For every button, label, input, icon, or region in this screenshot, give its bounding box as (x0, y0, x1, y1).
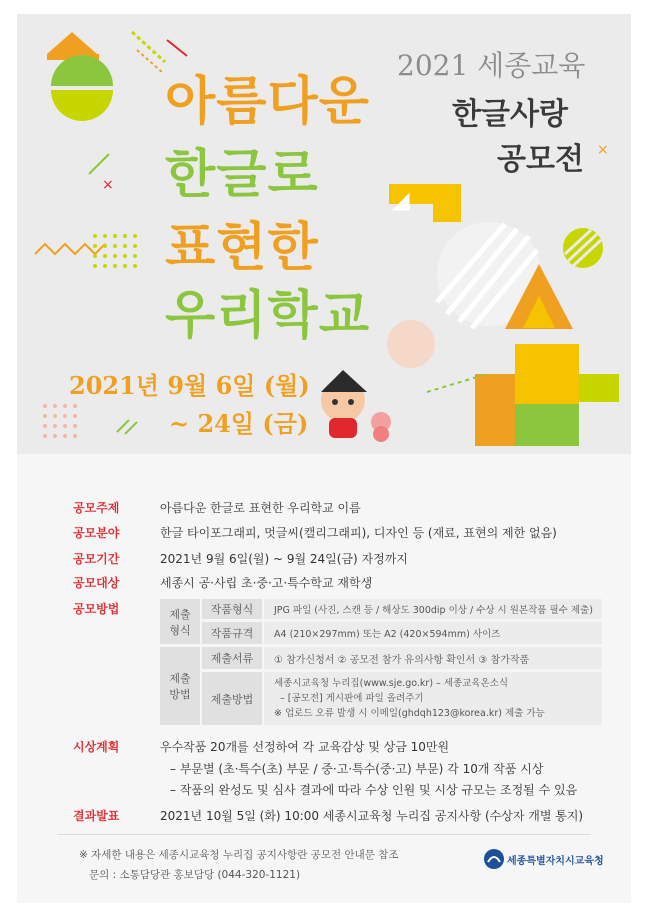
award-line3: – 작품의 완성도 및 심사 결과에 따라 수상 인원 및 시상 규모는 조정될 수 있음 (170, 783, 578, 797)
slash-shape (89, 154, 109, 174)
education-office-logo-icon (483, 848, 505, 870)
how-line2: – [공모전] 게시판에 파일 올려주기 (280, 693, 424, 704)
title-line4: 우리학교 (165, 286, 370, 346)
how-label: 제출방법 (202, 672, 262, 725)
year-label: 2021 세종교육 (397, 49, 586, 82)
period-value: 2021년 9월 6일(월) ~ 9월 24일(금) 자정까지 (160, 552, 408, 566)
award-line1: 우수작품 20개를 선정하여 각 교육감상 및 상금 10만원 (160, 740, 450, 754)
size-label: 작품규격 (202, 622, 262, 644)
target-value: 세종시 공·사립 초·중·고·특수학교 재학생 (160, 576, 373, 590)
date-line1: 2021년 9월 6일 (월) (69, 371, 310, 400)
format-label: 작품형식 (202, 599, 262, 619)
field-value: 한글 타이포그래피, 멋글씨(캘리그래피), 디자인 등 (재료, 표현의 제한 없음) (160, 526, 557, 540)
date-line2: ~ 24일 (금) (169, 409, 309, 438)
title-line2: 한글로 (165, 145, 319, 205)
slash-shape (125, 422, 137, 434)
subtitle-line2: 공모전 (497, 142, 584, 177)
dot-grid-shape (93, 234, 137, 268)
education-office-logo-text: 세종특별자치시교육청 (507, 856, 604, 867)
award-line2: – 부문별 (초·특수(초) 부문 / 중·고·특수(중·고) 부문) 각 10개 작품 시상 (170, 762, 544, 776)
docs-label: 제출서류 (202, 647, 262, 669)
field-label: 공모분야 (73, 526, 120, 540)
orange-block-shape (475, 374, 515, 446)
title-line3: 표현한 (165, 218, 319, 278)
yellow-half-circle-shape (51, 90, 113, 121)
format-value: JPG 파일 (사진, 스캔 등 / 해상도 300dip 이상 / 수상 시 원본작품 필수 제출) (264, 599, 602, 619)
target-label: 공모대상 (73, 576, 120, 590)
hero-section (17, 14, 631, 454)
divider (57, 834, 591, 835)
size-value: A4 (210×297mm) 또는 A2 (420×594mm) 사이즈 (264, 622, 602, 644)
orange-dash-shape (137, 50, 162, 72)
submit-format-group: 제출 형식 (160, 599, 200, 644)
dot-grid-pink-shape (43, 404, 77, 438)
yellow-block-shape (515, 344, 579, 404)
period-label: 공모기간 (73, 552, 120, 566)
theme-value: 아름다운 한글로 표현한 우리학교 이름 (160, 501, 361, 515)
lime-block-shape (579, 374, 619, 402)
how-line3: ※ 업로드 오류 발생 시 이메일(ghdqh123@korea.kr) 제출 가능 (274, 708, 545, 719)
subtitle-line1: 한글사랑 (452, 97, 568, 132)
title-line1: 아름다운 (165, 72, 370, 132)
result-value: 2021년 10월 5일 (화) 10:00 세종시교육청 누리집 공지사항 (수상자 개별 통지) (160, 809, 584, 823)
submit-method-group: 제출 방법 (160, 647, 200, 725)
footer-note2: 문의 : 소통담당관 홍보담당 (044-320-1121) (89, 869, 301, 881)
footer-note1: ※ 자세한 내용은 세종시교육청 누리집 공지사항란 공모전 안내문 참조 (79, 849, 399, 861)
x-mark-shape: × (102, 177, 114, 193)
peach-circle-shape (387, 320, 435, 368)
result-label: 결과발표 (73, 809, 120, 823)
dash-line-shape (132, 32, 165, 62)
orange-triangle-shape (47, 32, 97, 54)
docs-value: ① 참가신청서 ② 공모전 참가 유의사항 확인서 ③ 참가작품 (264, 647, 602, 669)
green-block-shape (515, 404, 579, 446)
x-mark-shape: × (597, 142, 609, 158)
theme-label: 공모주제 (73, 501, 120, 515)
method-label: 공모방법 (73, 602, 120, 616)
award-label: 시상계획 (73, 740, 120, 754)
how-value-box (264, 672, 602, 725)
red-line-shape (167, 40, 187, 56)
slash-shape (117, 420, 129, 432)
info-section (17, 454, 631, 903)
how-line1: 세종시교육청 누리집(www.sje.go.kr) – 세종교육온소식 (274, 678, 509, 689)
poster (17, 14, 631, 903)
mascot-illustration (321, 370, 391, 442)
